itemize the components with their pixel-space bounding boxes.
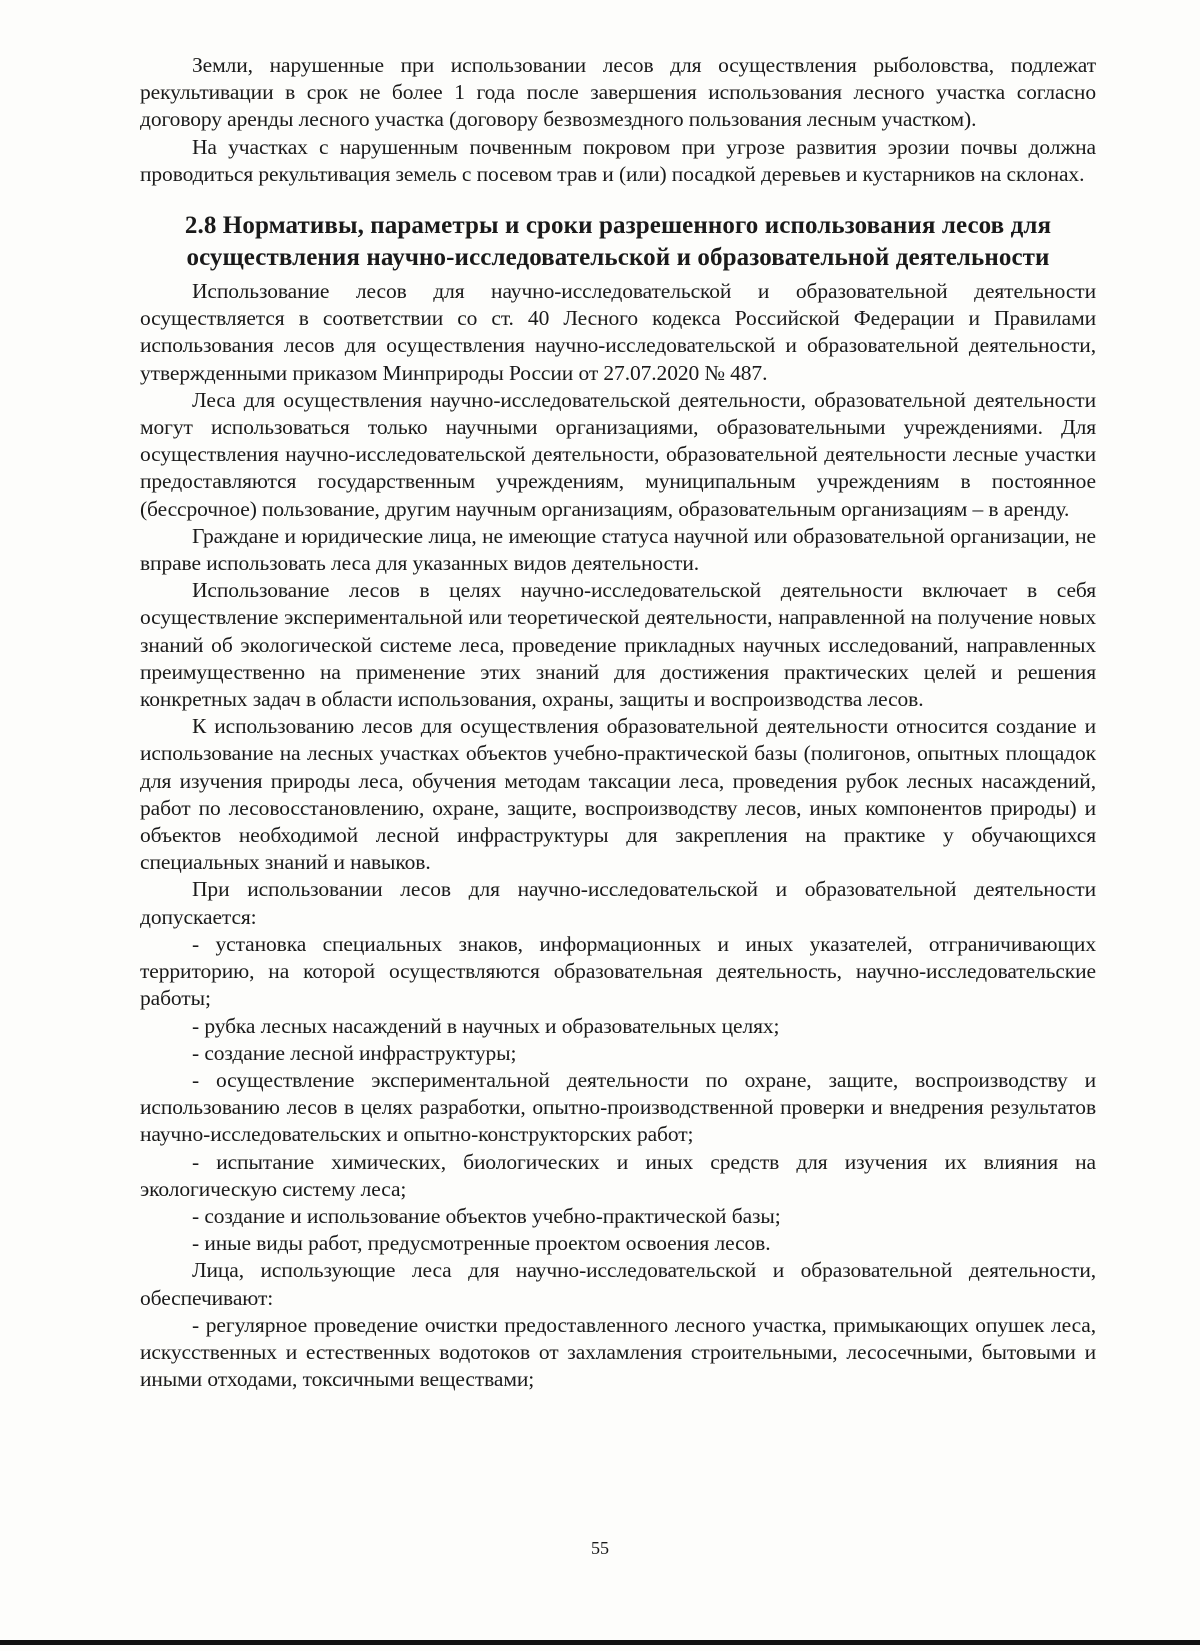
- paragraph: Граждане и юридические лица, не имеющие статуса научной или образовательной организации, не вправе использовать леса для указанных видов деятельности.: [140, 523, 1096, 576]
- list-item: - рубка лесных насаждений в научных и образовательных целях;: [192, 1013, 780, 1038]
- paragraph: При использовании лесов для научно-исследовательской и образовательной деятельности допускается:: [140, 877, 1096, 929]
- list-item: - установка специальных знаков, информационных и иных указателей, отграничивающих территорию, на которой осуществляются образовательная деятельность, научно-исследовательские работы;: [140, 931, 1096, 1011]
- list-item: - регулярное проведение очистки предоставленного лесного участка, примыкающих опушек леса, искусственных и естественных водотоков от захламления строительными, лесосечными, бытовыми и иными отходами, токсичными веществами;: [140, 1312, 1096, 1392]
- bottom-border-line: [0, 1640, 1200, 1645]
- paragraph: Леса для осуществления научно-исследовательской деятельности, образовательной деятельности могут использоваться только научными организациями, образовательными учреждениями. Для осуществления научно-исследовательской деятельности, образовательной деятельности лесные участки предоставляются государственным учреждениям, муниципальным учреждениям в постоянное (бессрочное) пользование, другим научным организациям, образовательным организациям – в аренду.: [140, 387, 1096, 521]
- paragraph: Земли, нарушенные при использовании лесов для осуществления рыболовства, подлежат рекультивации в срок не более 1 года после завершения использования лесного участка согласно договору аренды лесного участка (договору безвозмездного пользования лесным участком).: [140, 53, 1096, 132]
- paragraph: Использование лесов в целях научно-исследовательской деятельности включает в себя осуществление экспериментальной или теоретической деятельности, направленной на получение новых знаний об экологической системе леса, проведение прикладных научных исследований, направленных преимущественно на применение этих знаний для достижения практических целей и решения конкретных задач в области использования, охраны, защиты и воспроизводства лесов.: [140, 578, 1096, 712]
- page-number: 55: [591, 1538, 609, 1558]
- section-heading: 2.8 Нормативы, параметры и сроки разрешенного использования лесов для осуществления научно-исследовательской и образовательной деятельности: [184, 212, 1052, 272]
- page-content: [140, 52, 1096, 1393]
- paragraph: На участках с нарушенным почвенным покровом при угрозе развития эрозии почвы должна проводиться рекультивация земель с посевом трав и (или) посадкой деревьев и кустарников на склонах.: [140, 134, 1096, 186]
- paragraph: Лица, использующие леса для научно-исследовательской и образовательной деятельности, обеспечивают:: [140, 1258, 1096, 1310]
- list-item: - создание и использование объектов учебно-практической базы;: [192, 1203, 781, 1228]
- list-item: - осуществление экспериментальной деятельности по охране, защите, воспроизводству и использованию лесов в целях разработки, опытно-производственной проверки и внедрения результатов научно-исследовательских и опытно-конструкторских работ;: [140, 1067, 1096, 1147]
- paragraph: К использованию лесов для осуществления образовательной деятельности относится создание и использование на лесных участках объектов учебно-практической базы (полигонов, опытных площадок для изучения природы леса, обучения методам таксации леса, проведения рубок лесных насаждений, работ по лесовосстановлению, охране, защите, воспроизводству лесов, иных компонентов природы) и объектов необходимой лесной инфраструктуры для закрепления на практике у обучающихся специальных знаний и навыков.: [140, 714, 1096, 875]
- list-item: - иные виды работ, предусмотренные проектом освоения лесов.: [192, 1231, 771, 1256]
- list-item: - испытание химических, биологических и иных средств для изучения их влияния на экологическую систему леса;: [140, 1149, 1096, 1201]
- paragraph: Использование лесов для научно-исследовательской и образовательной деятельности осуществляется в соответствии со ст. 40 Лесного кодекса Российской Федерации и Правилами использования лесов для осуществления научно-исследовательской и образовательной деятельности, утвержденными приказом Минприроды России от 27.07.2020 № 487.: [140, 279, 1096, 385]
- list-item: - создание лесной инфраструктуры;: [192, 1040, 517, 1065]
